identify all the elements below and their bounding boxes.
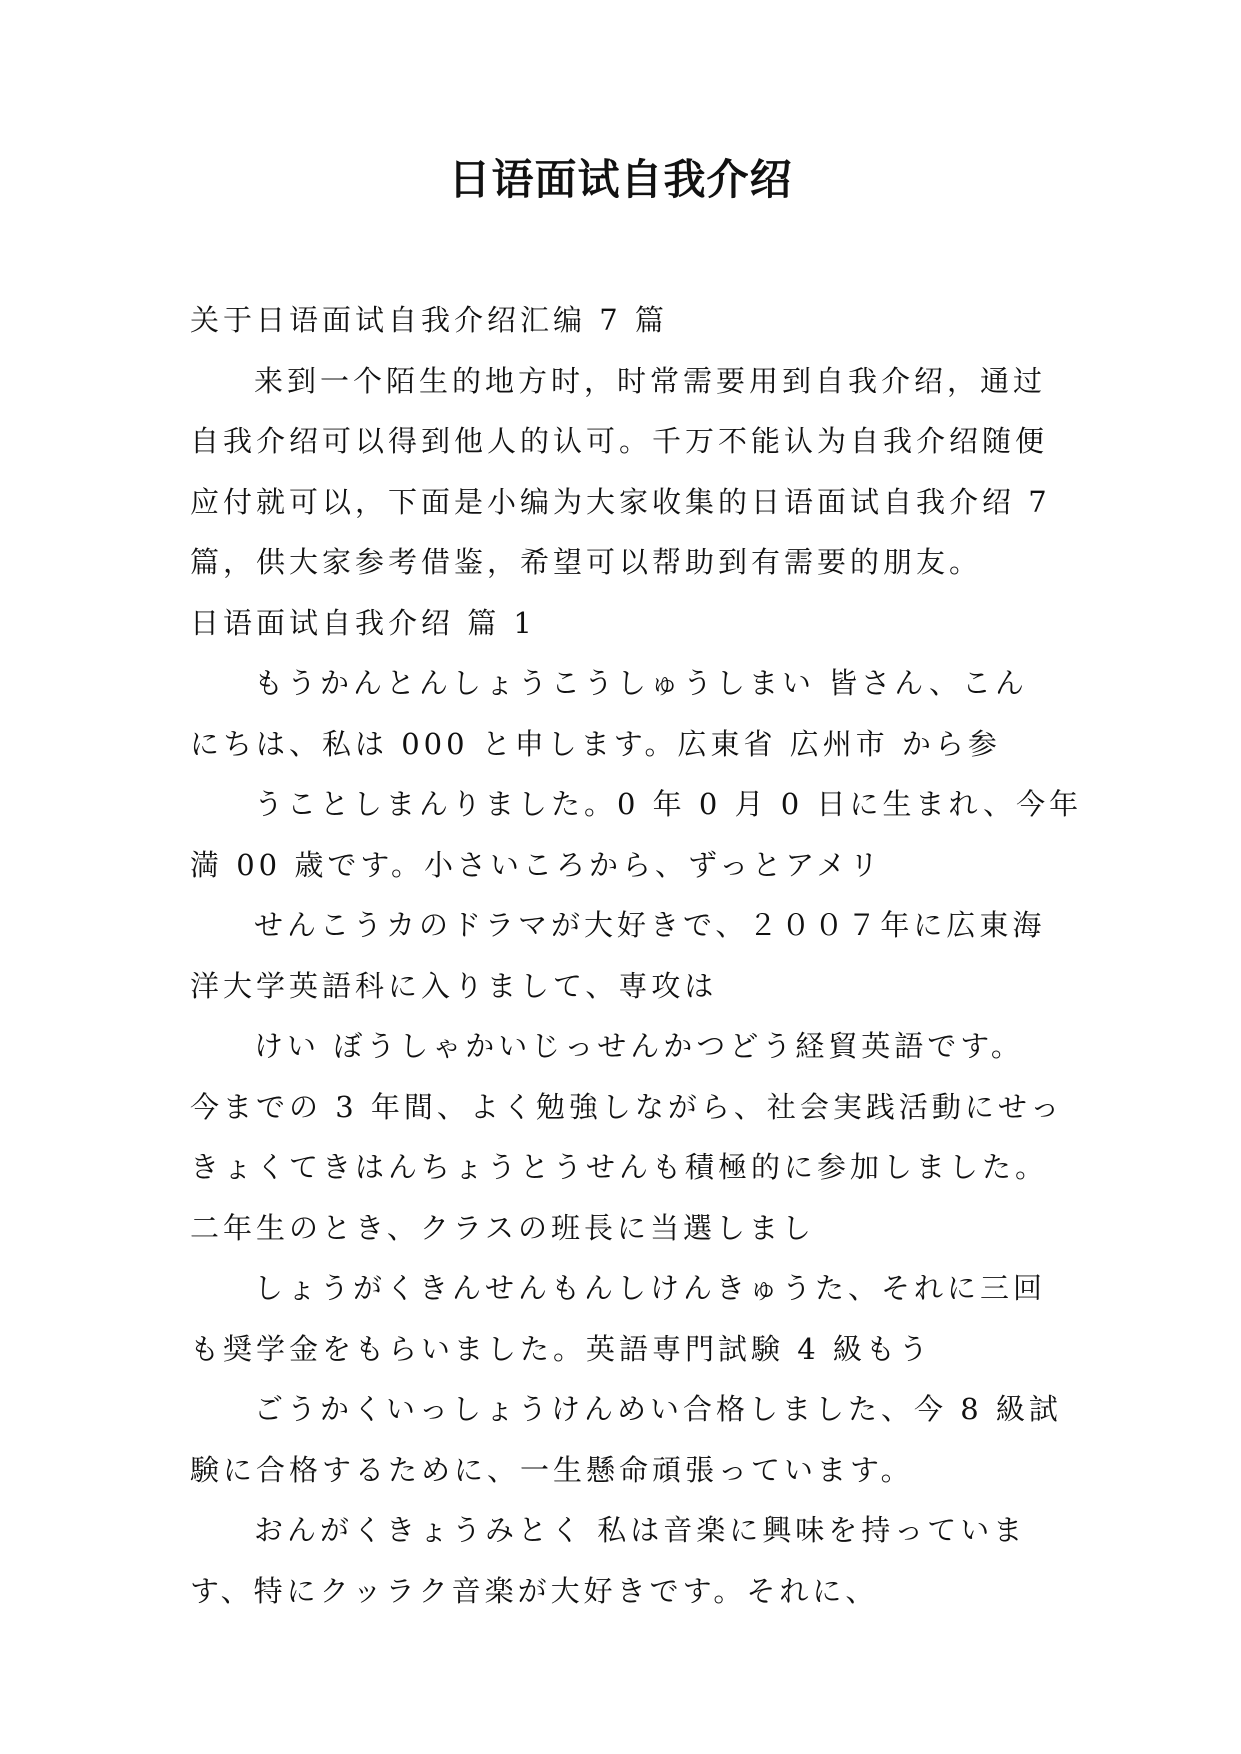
text-line: しょうがくきんせんもんしけんきゅうた、それに三回	[254, 1271, 1047, 1305]
text-line: 験に合格するために、一生懸命頑張っています。	[190, 1452, 914, 1487]
text-line: ごうかくいっしょうけんめい合格しました、今 8 級試	[254, 1392, 1062, 1426]
text-line: うことしまんりました。0 年 0 月 0 日に生まれ、今年	[254, 787, 1083, 821]
text-line: 二年生のとき、クラスの班長に当選しまし	[190, 1210, 815, 1245]
text-line: 洋大学英語科に入りまして、専攻は	[190, 968, 718, 1003]
text-line: せんこうカのドラマが大好きで、２００７年に広東海	[254, 908, 1046, 942]
text-line: 満 00 歳です。小さいころから、ずっとアメリ	[190, 847, 883, 882]
text-line: きょくてきはんちょうとうせんも積極的に参加しました。	[190, 1150, 1049, 1184]
document-title: 日语面试自我介绍	[448, 155, 793, 204]
text-line: にちは、私は 000 と申します。広東省 広州市 から参	[190, 726, 1001, 761]
section-heading: 日语面试自我介绍 篇 1	[190, 605, 536, 640]
text-line: 应付就可以，下面是小编为大家收集的日语面试自我介绍 7	[190, 484, 1051, 519]
text-line: 今までの 3 年間、よく勉強しながら、社会実践活動にせっ	[190, 1089, 1064, 1124]
text-line: 自我介绍可以得到他人的认可。千万不能认为自我介绍随便	[190, 424, 1049, 458]
text-line: 关于日语面试自我介绍汇编 7 篇	[190, 303, 668, 337]
document-body	[190, 290, 1083, 1621]
text-line: もうかんとんしょうこうしゅうしまい 皆さん、こん	[254, 666, 1028, 700]
text-line: 篇，供大家参考借鉴，希望可以帮助到有需要的朋友。	[190, 545, 983, 579]
text-line: おんがくきょうみとく 私は音楽に興味を持っていま	[254, 1513, 1027, 1547]
text-line: けい ぼうしゃかいじっせんかつどう経貿英語です。	[254, 1029, 1024, 1063]
text-line: 来到一个陌生的地方时，时常需要用到自我介绍，通过	[254, 363, 1047, 398]
text-line: も奨学金をもらいました。英語専門試験 4 級もう	[190, 1331, 932, 1366]
text-line: す、特にクッラク音楽が大好きです。それに、	[190, 1573, 879, 1608]
